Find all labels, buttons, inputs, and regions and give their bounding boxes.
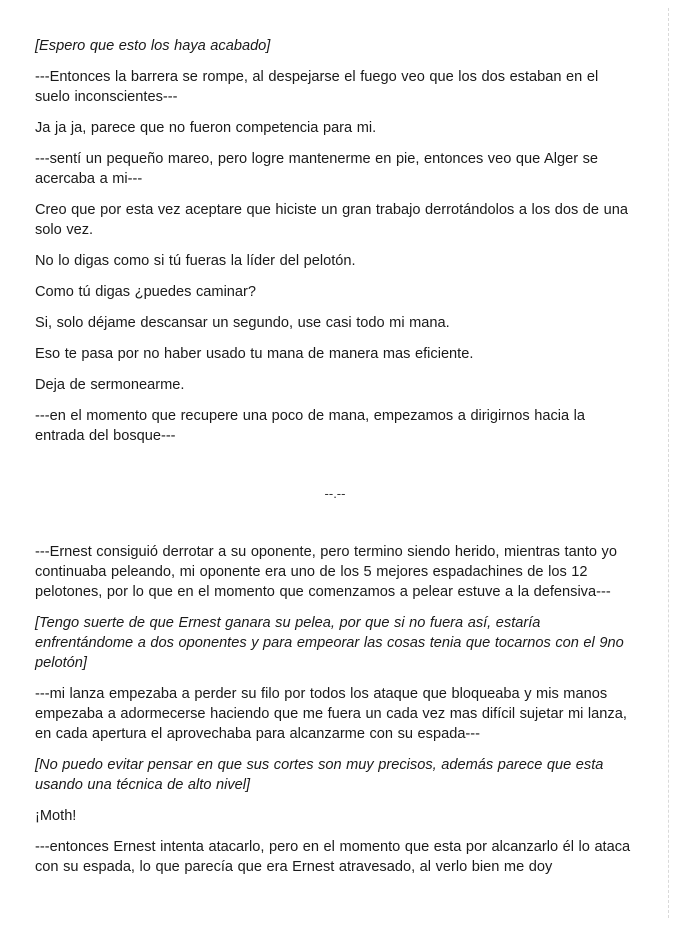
paragraph: ---mi lanza empezaba a perder su filo por todos los ataque que bloqueaba y mis manos empezaba a adormecerse haciendo que me fuera un cada vez mas difícil sujetar mi lanza, en cada apertura el aprovechaba para alcanzarme con su espada---	[35, 686, 627, 742]
paragraph: Si, solo déjame descansar un segundo, use casi todo mi mana.	[35, 315, 450, 331]
scene-separator: --.--	[324, 486, 346, 501]
text-section-after	[35, 542, 635, 877]
thought-paragraph: [Tengo suerte de que Ernest ganara su pelea, por que si no fuera así, estaría enfrentándome a dos oponentes y para empeorar las cosas tenia que tocarnos con el 9no pelotón]	[35, 615, 624, 671]
paragraph: ---entonces Ernest intenta atacarlo, pero en el momento que esta por alcanzarlo él lo ataca con su espada, lo que parecía que era Ernest atravesado, al verlo bien me doy	[35, 839, 631, 875]
paragraph: Eso te pasa por no haber usado tu mana de manera mas eficiente.	[35, 346, 474, 362]
paragraph: ---Entonces la barrera se rompe, al despejarse el fuego veo que los dos estaban en el suelo inconscientes---	[35, 69, 599, 105]
page-edge-marker	[667, 8, 669, 918]
paragraph: Ja ja ja, parece que no fueron competencia para mi.	[35, 120, 377, 136]
paragraph: ---sentí un pequeño mareo, pero logre mantenerme en pie, entonces veo que Alger se acercaba a mi---	[35, 151, 599, 187]
paragraph: Creo que por esta vez aceptare que hiciste un gran trabajo derrotándolos a los dos de una solo vez.	[35, 202, 628, 238]
paragraph: ---en el momento que recupere una poco de mana, empezamos a dirigirnos hacia la entrada del bosque---	[35, 408, 586, 444]
paragraph: ---Ernest consiguió derrotar a su oponente, pero termino siendo herido, mientras tanto yo continuaba peleando, mi oponente era uno de los 5 mejores espadachines de los 12 pelotones, por lo que en el momento que comenzamos a pelear estuve a la defensiva---	[35, 544, 617, 600]
paragraph: Como tú digas ¿puedes caminar?	[35, 284, 257, 300]
document-body	[35, 36, 635, 888]
paragraph: No lo digas como si tú fueras la líder del pelotón.	[35, 253, 356, 269]
text-section-before	[35, 36, 635, 446]
thought-paragraph: [Espero que esto los haya acabado]	[35, 38, 271, 54]
paragraph: Deja de sermonearme.	[35, 377, 185, 393]
paragraph: ¡Moth!	[35, 808, 77, 824]
thought-paragraph: [No puedo evitar pensar en que sus cortes son muy precisos, además parece que esta usando una técnica de alto nivel]	[35, 757, 604, 793]
